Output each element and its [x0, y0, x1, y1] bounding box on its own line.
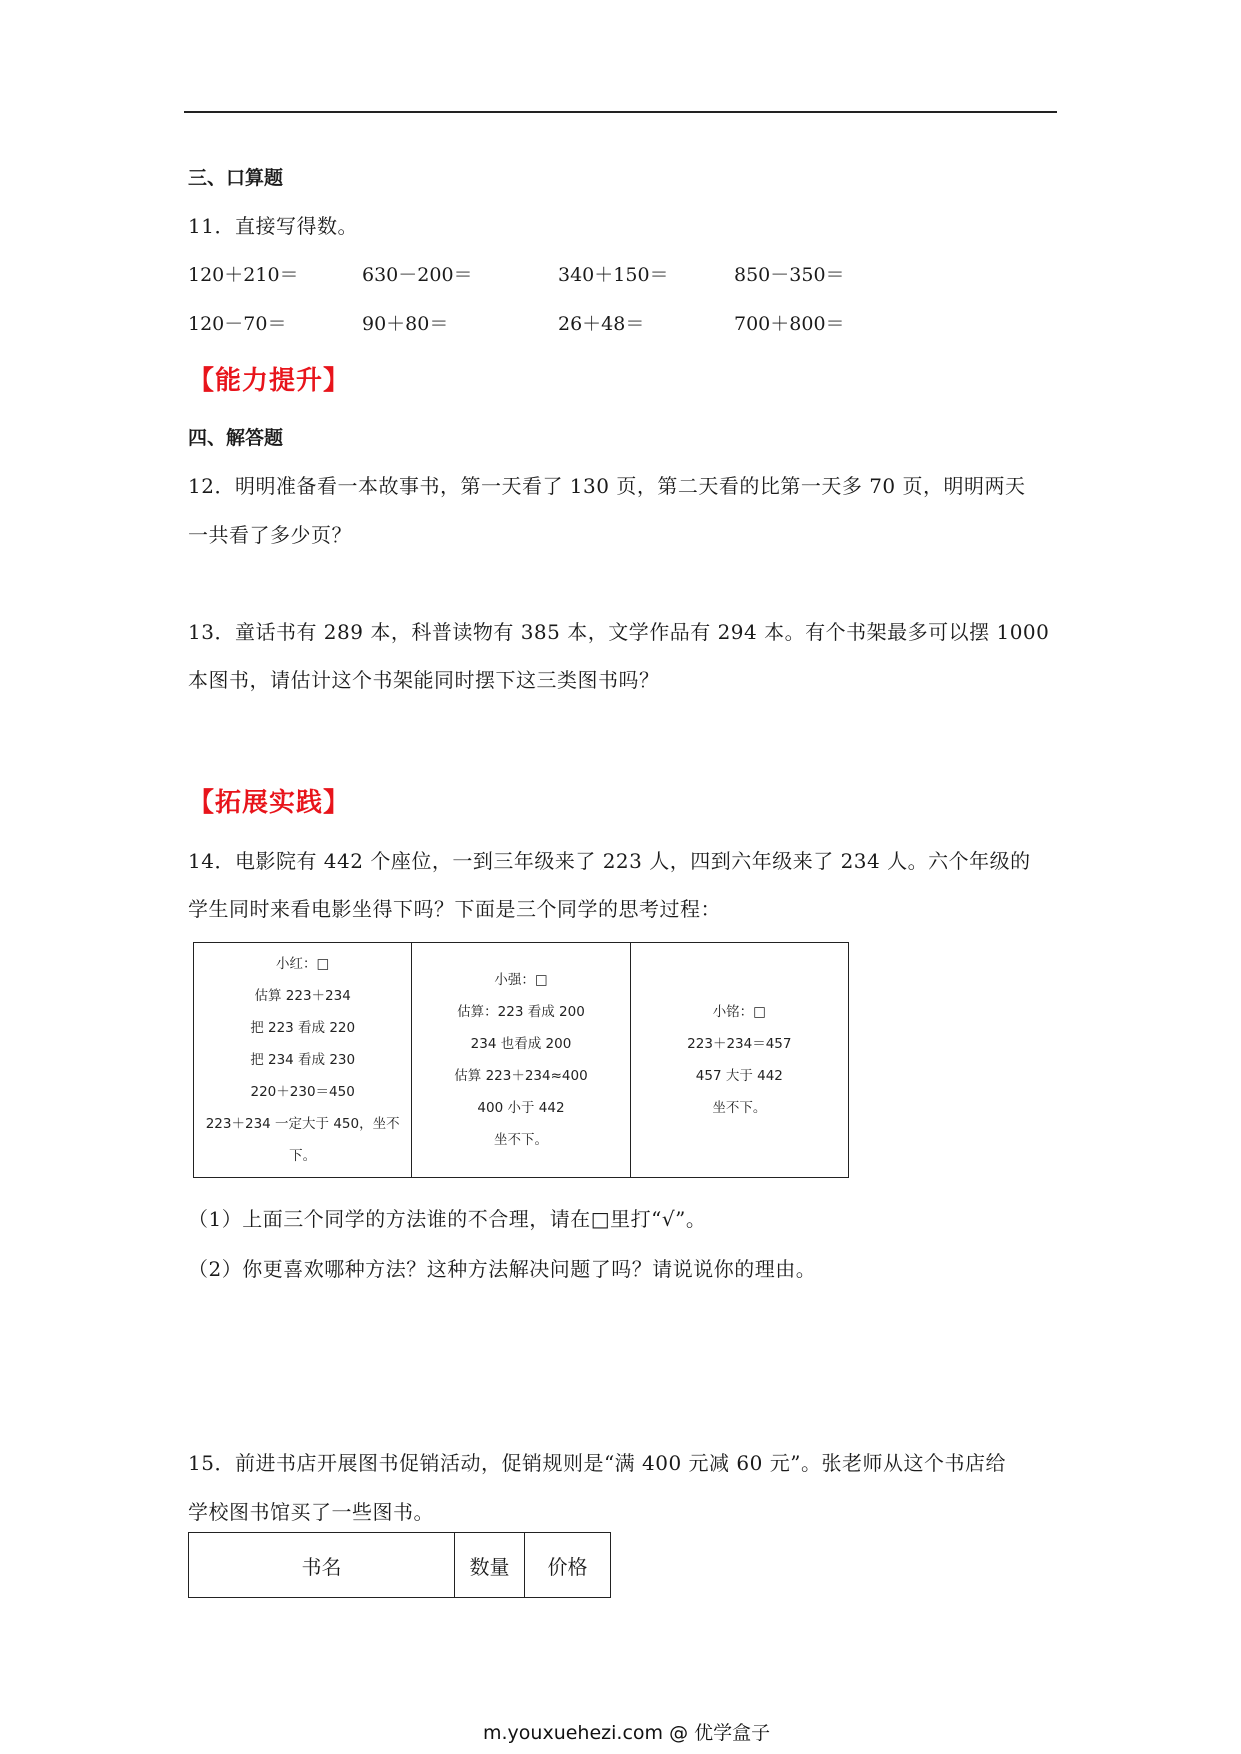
question-13-line2: 本图书，请估计这个书架能同时摆下这三类图书吗？ — [188, 668, 660, 692]
header-book-name: 书名 — [189, 1533, 455, 1598]
footer-watermark: m.youxuehezi.com @ 优学盒子 — [483, 1722, 771, 1744]
question-12-line2: 一共看了多少页？ — [188, 523, 352, 547]
question-12-line1: 12．明明准备看一本故事书，第一天看了 130 页，第二天看的比第一天多 70 页，明明两天 — [188, 474, 1026, 498]
calc-item: 26＋48＝ — [558, 313, 645, 335]
calc-item: 850－350＝ — [734, 264, 845, 286]
header-quantity: 数量 — [455, 1533, 525, 1598]
cell-line: 估算 223＋234≈400 — [454, 1068, 588, 1084]
method-cell-xiaoqiang — [412, 943, 630, 1178]
section-3-heading: 三、口算题 — [188, 167, 284, 189]
cell-line: 234 也看成 200 — [470, 1036, 572, 1052]
cell-line: 估算：223 看成 200 — [457, 1004, 585, 1020]
header-rule — [184, 111, 1057, 113]
cell-line: 下。 — [289, 1148, 317, 1164]
cell-line: 估算 223＋234 — [254, 988, 351, 1004]
question-14-sub2: （2）你更喜欢哪种方法？这种方法解决问题了吗？请说说你的理由。 — [188, 1257, 817, 1281]
question-15-line2: 学校图书馆买了一些图书。 — [188, 1500, 434, 1524]
cell-line: 小铭：□ — [712, 1004, 766, 1020]
header-price: 价格 — [525, 1533, 611, 1598]
cell-line: 457 大于 442 — [695, 1068, 783, 1084]
cell-line: 坐不下。 — [712, 1100, 767, 1116]
calc-item: 340＋150＝ — [558, 264, 669, 286]
banner-ability: 【能力提升】 — [188, 366, 351, 396]
calc-item: 120－70＝ — [188, 313, 287, 335]
method-cell-xiaohong — [194, 943, 412, 1178]
banner-practice: 【拓展实践】 — [188, 788, 351, 818]
section-4-heading: 四、解答题 — [188, 427, 284, 449]
cell-line: 坐不下。 — [493, 1132, 548, 1148]
question-14-line2: 学生同时来看电影坐得下吗？下面是三个同学的思考过程： — [188, 897, 721, 921]
calc-item: 700＋800＝ — [734, 313, 845, 335]
calc-item: 90＋80＝ — [362, 313, 449, 335]
method-cell-xiaoming — [630, 943, 848, 1178]
cell-line: 小红：□ — [276, 956, 330, 972]
cell-line: 小强：□ — [494, 972, 548, 988]
question-13-line1: 13．童话书有 289 本，科普读物有 385 本，文学作品有 294 本。有个书架最多可以摆 1000 — [188, 620, 1050, 644]
cell-line: 把 234 看成 230 — [250, 1052, 356, 1068]
question-11: 11．直接写得数。 — [188, 214, 358, 238]
cell-line: 223＋234 一定大于 450，坐不 — [205, 1116, 400, 1132]
question-15-line1: 15．前进书店开展图书促销活动，促销规则是“满 400 元减 60 元”。张老师从这个书店给 — [188, 1451, 1006, 1475]
question-14-sub1: （1）上面三个同学的方法谁的不合理，请在□里打“√”。 — [188, 1207, 707, 1231]
question-14-line1: 14．电影院有 442 个座位，一到三年级来了 223 人，四到六年级来了 234 人。六个年级的 — [188, 849, 1031, 873]
calc-item: 630－200＝ — [362, 264, 473, 286]
cell-line: 220＋230＝450 — [250, 1084, 355, 1100]
cell-line: 400 小于 442 — [477, 1100, 565, 1116]
books-table — [188, 1532, 611, 1598]
cell-line: 223＋234＝457 — [687, 1036, 792, 1052]
cell-line: 把 223 看成 220 — [250, 1020, 356, 1036]
methods-table — [193, 942, 849, 1178]
calc-item: 120＋210＝ — [188, 264, 299, 286]
